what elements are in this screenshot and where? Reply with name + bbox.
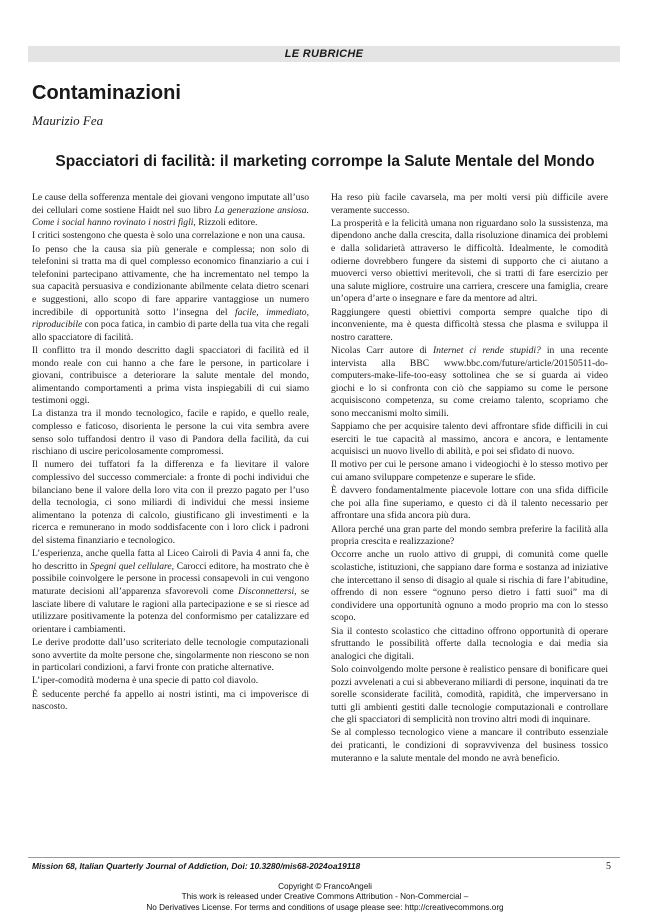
page-number: 5 <box>606 861 611 872</box>
paragraph: Le cause della sofferenza mentale dei giovani vengono imputate all’uso dei cellulari come sostiene Haidt nel suo libro La generazione ansiosa. Come i social hanno rovinato i nostri figli, Rizzoli editore. <box>32 192 309 229</box>
paragraph: La distanza tra il mondo tecnologico, facile e rapido, e quello reale, complesso e faticoso, disorienta le persone la cui vita sembra avere senso solo tuffandosi dentro il vaso di Pandora della facilità, da cui rischiano di uscire pericolosamente compromessi. <box>32 408 309 458</box>
paragraph: Allora perché una gran parte del mondo sembra preferire la facilità alla propria crescita e realizzazione? <box>331 523 608 548</box>
copyright-line: Copyright © FrancoAngeli <box>278 882 372 891</box>
rubric-title: Contaminazioni <box>32 82 181 104</box>
paragraph: Il motivo per cui le persone amano i videogiochi è lo stesso motivo per cui amano sviluppare competenze e superare le sfide. <box>331 459 608 484</box>
paragraph: Se al complesso tecnologico viene a mancare il contributo essenziale dei praticanti, le condizioni di sopravvivenza del business tossico muteranno e la salute mentale del mondo ne avrà beneficio. <box>331 727 608 764</box>
paragraph: Il conflitto tra il mondo descritto dagli spacciatori di facilità ed il mondo reale con cui hanno a che fare le persone, in particolare i giovani, contribuisce a deteriorare la salute mentale del mondo, alimentando comportamenti a prima vista inspiegabili di cui siamo testimoni oggi. <box>32 344 309 407</box>
paragraph: La prosperità e la felicità umana non riguardano solo la sussistenza, ma dipendono anche dalla crescita, dalla risoluzione dinamica dei problemi e dalla solidarietà attraverso le difficoltà. Idealmente, le comodità odierne dovrebbero fungere da sistemi di supporto che ci aiutano a muoverci verso obiettivi meritevoli, che si tratti di fare esercizio per una salute migliore, costruire una carriera, crescere una famiglia, creare un’opera d’arte o insegnare e fare da mentore ad altri. <box>331 217 608 305</box>
paragraph: È seducente perché fa appello ai nostri istinti, ma ci impoverisce di nascosto. <box>32 688 309 713</box>
paragraph: Sappiamo che per acquisire talento devi affrontare sfide difficili in cui eserciti le tue capacità al massimo, ancora e ancora, e lentamente acquisisci un nuovo livello di abilità, e poi sei sfidato di nuovo. <box>331 421 608 458</box>
paragraph: I critici sostengono che questa è solo una correlazione e non una causa. <box>32 230 306 242</box>
paragraph: È davvero fondamentalmente piacevole lottare con una sfida difficile che poi alla fine superiamo, e questo ci dà il talento necessario per affrontare una sfida ancora più dura. <box>331 485 608 522</box>
paragraph: Ha reso più facile cavarsela, ma per molti versi più difficile avere veramente successo. <box>331 192 608 216</box>
copyright-notice <box>0 882 650 913</box>
paragraph: Le derive prodotte dall’uso scriteriato delle tecnologie computazionali sono avvertite da molte persone che, singolarmente non riescono se non in particolari condizioni, a farvi fronte con pratiche alternative. <box>32 636 309 674</box>
footer-rule <box>28 857 620 858</box>
paragraph: Il numero dei tuffatori fa la differenza e fa lievitare il valore complessivo del successo commerciale: a fronte di pochi individui che bilanciano bene il valore della loro vita con il prezzo pagato per l’uso della tecnologia, ci sono miliardi di individui che messi insieme alimentano la potenza di calcolo, giustificano gli investimenti e la ricerca e remunerano in modo soddisfacente con i loro click i padroni del sistema finanziario e tecnologico. <box>32 459 309 546</box>
journal-citation: Mission 68, Italian Quarterly Journal of Addiction, Doi: 10.3280/mis68-2024oa19118 <box>32 861 361 871</box>
paragraph: Io penso che la causa sia più generale e complessa; non solo di telefonini si tratta ma di quel complesso economico finanziario a cui i telefonini partecipano attivamente, che ha incrementato nel tempo la sua capacità persuasiva e condizionante abilmente celata dietro scenari e suggestioni, allo scopo di fare apparire vantaggiose un numero incredibile di opportunità sotto l’insegna del facile, immediato, riproducibile con poca fatica, in cambio di parte della tua vita che regali allo spacciatore di facilità. <box>32 243 309 343</box>
author-name: Maurizio Fea <box>32 113 104 128</box>
left-column <box>32 192 309 714</box>
paragraph: Solo coinvolgendo molte persone è realistico pensare di bonificare quei pozzi avvelenati a cui si abbeverano miliardi di persone, inquinati da tre sorelle sconsiderate facilità, comodità, rapidità, che imperversano in tutti gli ambienti gestiti dalle tecnologie computazionali e controllare che gli spacciatori di semplicità non trovino altri modi di inquinare. <box>331 663 608 726</box>
paragraph: L’iper-comodità moderna è una specie di patto col diavolo. <box>32 675 259 687</box>
license-terms-line: No Derivatives License. For terms and conditions of usage please see: http://creativecommons.org <box>146 902 504 912</box>
paragraph: Occorre anche un ruolo attivo di gruppi, di comunità come quelle scolastiche, istituzioni, che sappiano dare forma e sostanza ad iniziative che intercettano il senso di disagio al quale si rischia di fare l’abitudine, offrendo di non essere “ognuno perso dietro i fatti suoi” ma di condividere una opportunità ognuno a modo proprio ma con lo stesso scopo. <box>331 549 608 624</box>
paragraph: Nicolas Carr autore di Internet ci rende stupidi? in una recente intervista alla BBC www.bbc.com/future/article/20150511-do-computers-make-life-too-easy sottolinea che se si guarda ai video giochi e lo si confronta con ciò che sappiamo su come le persone acquisiscono competenza, su come creiamo talento, scopriamo che sono meccanismi molto simili. <box>331 344 608 419</box>
paragraph: L’esperienza, anche quella fatta al Liceo Cairoli di Pavia 4 anni fa, che ho descritto in Spegni quel cellulare, Carocci editore, ha mostrato che è possibile coinvolgere le persone in processi consapevoli in cui vengono maturate decisioni all’apparenza sfavorevoli come Disconnettersi, se lasciate libere di valutare le ragioni alla partecipazione e se si riesce ad utilizzare positivamente la potenza del conformismo per catalizzare ed orientare i cambiamenti. <box>32 548 309 635</box>
right-column <box>331 192 608 766</box>
article-title: Spacciatori di facilità: il marketing corrompe la Salute Mentale del Mondo <box>55 153 595 170</box>
license-line: This work is released under Creative Commons Attribution - Non-Commercial – <box>181 892 469 902</box>
paragraph: Raggiungere questi obiettivi comporta sempre qualche tipo di inconveniente, ma è questa difficoltà stessa che plasma e sviluppa il nostro carattere. <box>331 306 608 343</box>
paragraph: Sia il contesto scolastico che cittadino offrono opportunità di operare sfruttando le possibilità offerte dalla tecnologia e dai media sia analogici che digitali. <box>331 625 608 662</box>
section-header: LE RUBRICHE <box>28 46 620 62</box>
